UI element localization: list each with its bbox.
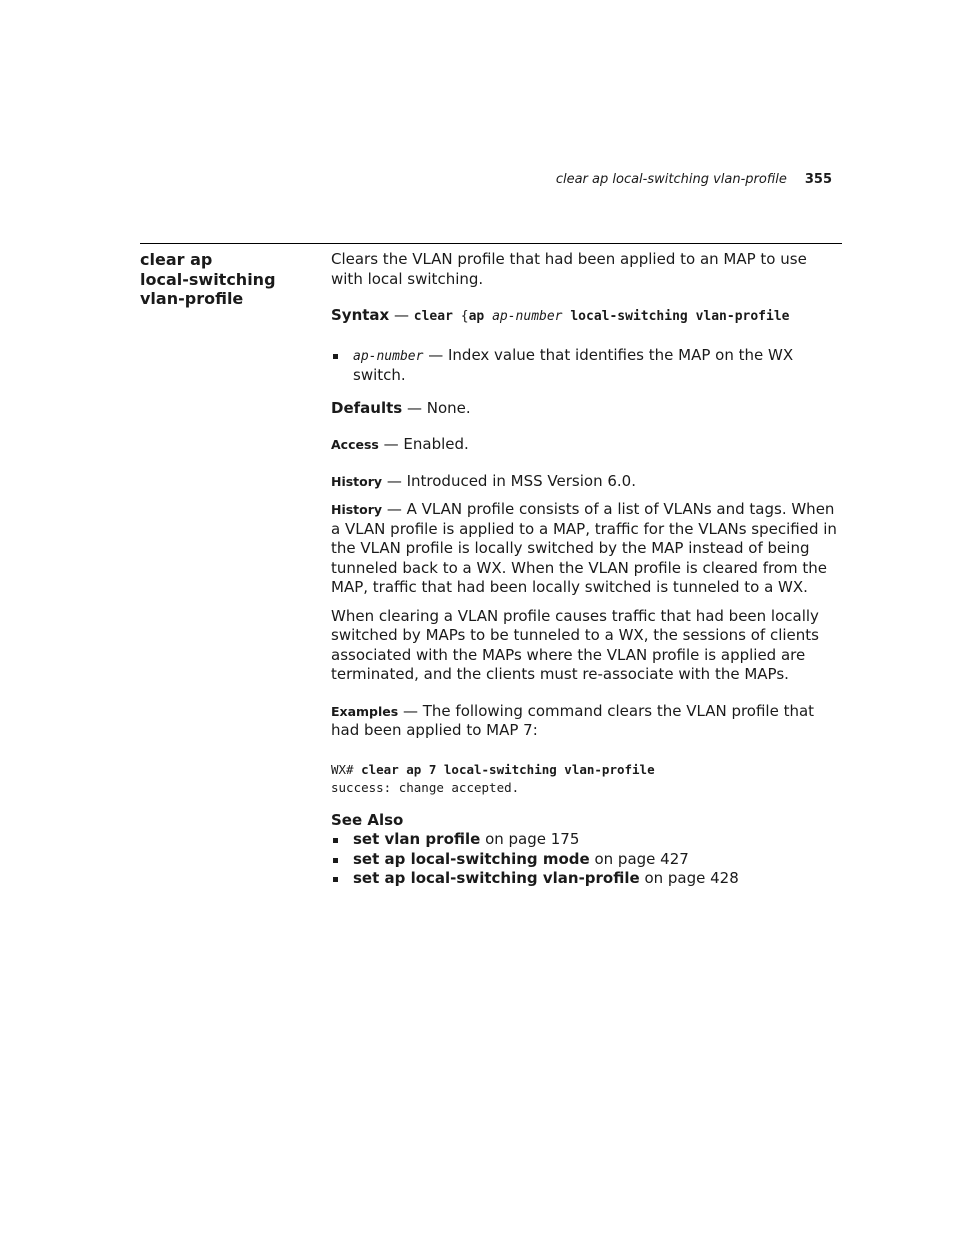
defaults-text: — None.	[402, 398, 471, 417]
syntax-cmd-clear: clear	[413, 309, 453, 324]
syntax-arg: ap-number	[492, 309, 563, 324]
page-number: 355	[804, 172, 832, 187]
example-prompt: WX#	[331, 761, 362, 777]
section-rule	[140, 243, 842, 244]
see-also-ref: on page 427	[589, 849, 689, 868]
section-title-line2: local-switching	[140, 269, 276, 289]
see-also-heading: See Also	[331, 810, 404, 829]
see-also-cmd[interactable]: set vlan profile	[353, 830, 481, 848]
examples-line	[331, 702, 843, 741]
example-command: clear ap 7 local-switching vlan-profile	[361, 761, 655, 777]
defaults-line	[331, 399, 843, 419]
history-label-2: History	[331, 502, 383, 517]
history-text-2: — A VLAN profile consists of a list of VLANs and tags. When a VLAN profile is applied to a MAP, traffic for the VLANs specified in the VLAN profile is locally switched by the MAP instead of being tunneled back to a WX. When the VLAN profile is cleared from the MAP, traffic that had been locally switched is tunneled to a WX.	[331, 500, 837, 596]
main-content	[331, 250, 843, 889]
syntax-line	[331, 306, 843, 327]
access-label: Access	[331, 437, 379, 452]
example-code-block	[331, 761, 843, 797]
example-output: success: change accepted.	[331, 779, 520, 795]
access-text: — Enabled.	[378, 435, 469, 453]
description: Clears the VLAN profile that had been applied to an MAP to use with local switching.	[331, 250, 807, 288]
section-title-line1: clear ap	[140, 250, 213, 269]
syntax-label: Syntax	[331, 306, 390, 324]
param-ap-number	[331, 346, 843, 386]
running-title: clear ap local-switching vlan-profile	[555, 172, 787, 187]
examples-label: Examples	[331, 703, 399, 719]
see-also-item[interactable]	[331, 830, 843, 850]
see-also-ref: on page 428	[639, 869, 739, 887]
syntax-dash: —	[389, 306, 414, 324]
see-also-cmd[interactable]: set ap local-switching vlan-profile	[353, 869, 640, 887]
param-desc: — Index value that identifies the MAP on the WX switch.	[353, 345, 794, 384]
examples-text: — The following command clears the VLAN profile that had been applied to MAP 7:	[331, 701, 815, 739]
section-title-line3: vlan-profile	[140, 289, 244, 308]
section-title	[140, 250, 320, 309]
example-command-line	[331, 761, 843, 779]
see-also-ref: on page 175	[480, 830, 580, 848]
history-line-1	[331, 472, 843, 492]
see-also-item[interactable]	[331, 869, 843, 889]
running-header	[0, 172, 832, 187]
access-line	[331, 435, 843, 455]
note-paragraph: When clearing a VLAN profile causes traffic that had been locally switched by MAPs to be tunneled to a WX, the sessions of clients associated with the MAPs where the VLAN profile is applied are terminated, and the clients must re-associate with the MAPs.	[331, 606, 819, 683]
syntax-cmd-rest: local-switching vlan-profile	[570, 309, 790, 324]
param-name: ap-number	[353, 348, 424, 364]
defaults-label: Defaults	[331, 398, 403, 417]
syntax-brace: {	[452, 309, 469, 324]
see-also-item[interactable]	[331, 850, 843, 870]
syntax-cmd-ap: ap	[468, 309, 485, 324]
history-text-1: — Introduced in MSS Version 6.0.	[382, 471, 636, 490]
history-line-2	[331, 500, 843, 598]
history-label-1: History	[331, 473, 383, 489]
see-also-cmd[interactable]: set ap local-switching mode	[353, 849, 590, 868]
